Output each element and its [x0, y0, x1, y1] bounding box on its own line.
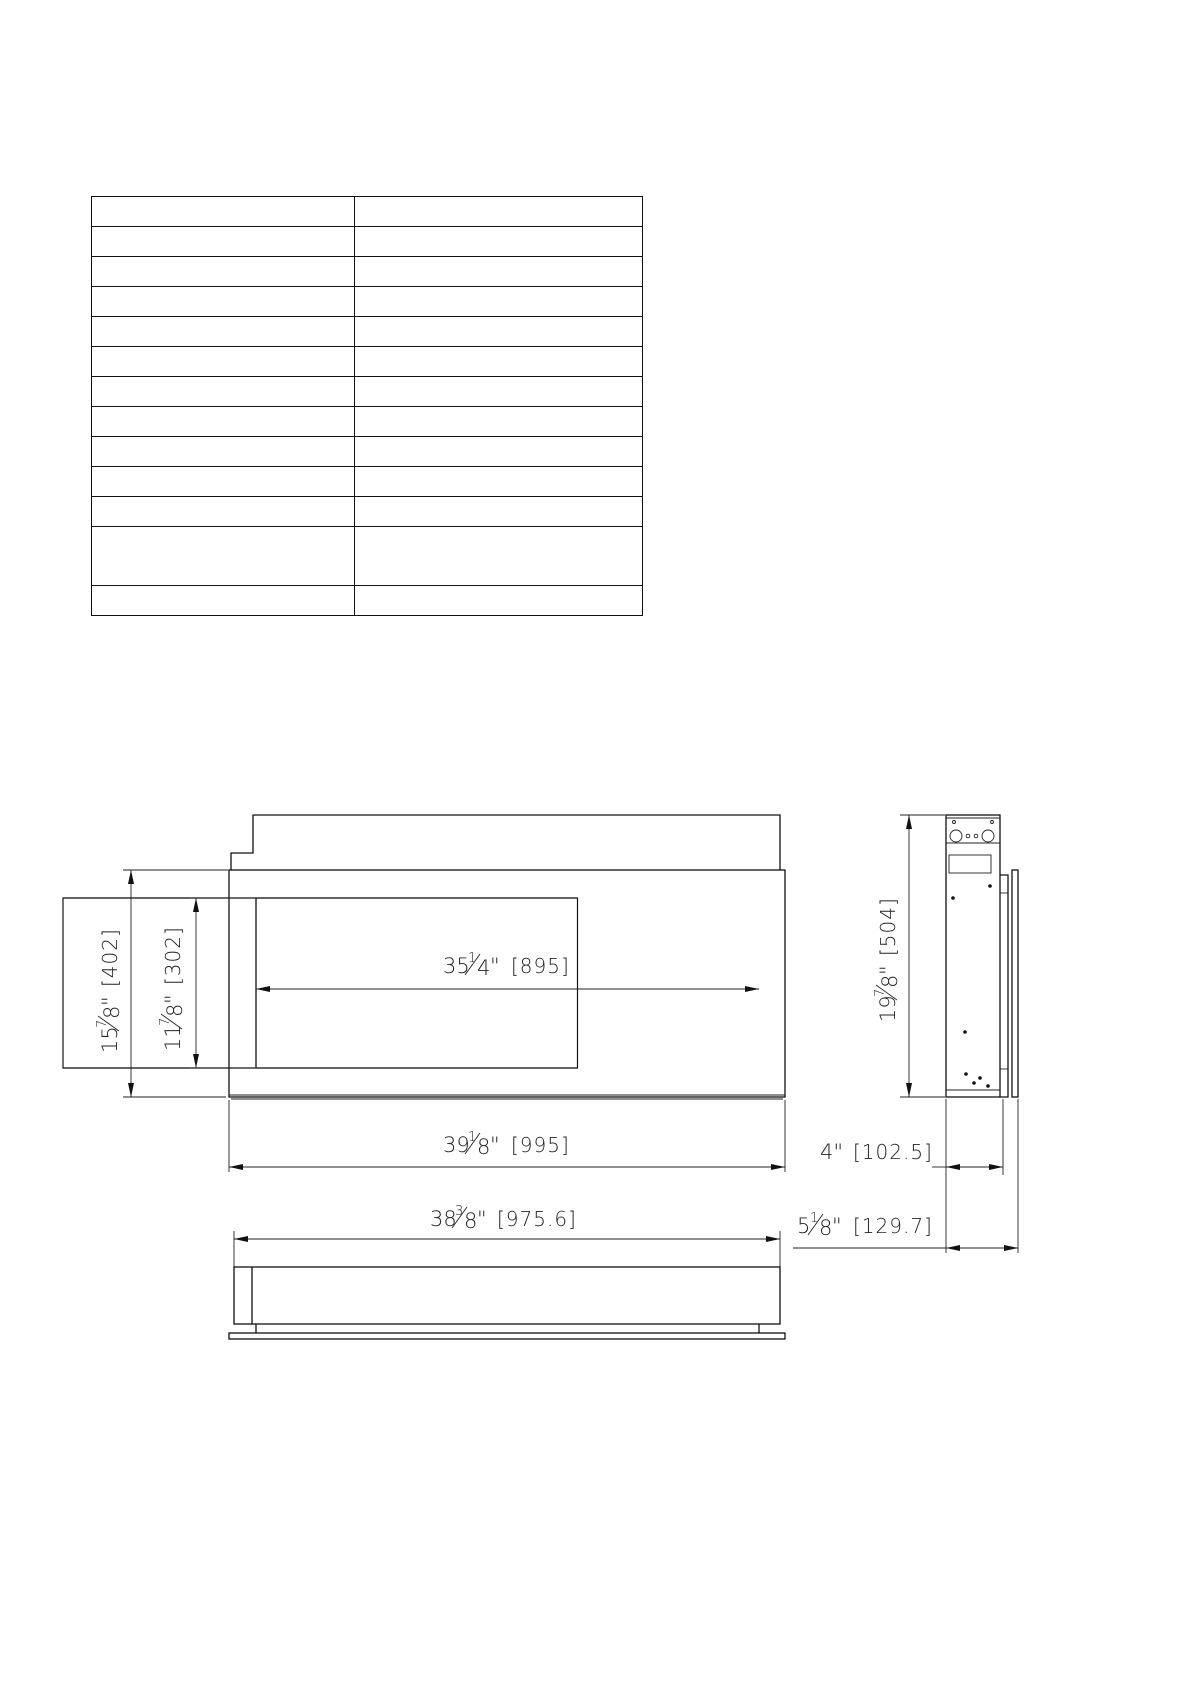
- svg-text:39: 39: [443, 1133, 470, 1157]
- front-frame: [229, 870, 785, 1097]
- svg-text:19: 19: [876, 995, 900, 1022]
- svg-text:8: 8: [819, 1216, 833, 1240]
- side-view: [946, 815, 1018, 1097]
- svg-text:8: 8: [878, 974, 902, 988]
- svg-text:[129.7]: [129.7]: [853, 1214, 933, 1238]
- svg-text:8: 8: [464, 1209, 478, 1233]
- svg-text:35: 35: [443, 954, 470, 978]
- glass-panel: [63, 898, 577, 1068]
- top-housing-outline: [231, 815, 780, 870]
- svg-text:7: 7: [873, 988, 888, 997]
- svg-text:8: 8: [477, 1135, 491, 1159]
- svg-text:7: 7: [158, 1017, 173, 1026]
- svg-text:": ": [832, 1214, 842, 1238]
- svg-text:5: 5: [797, 1214, 811, 1238]
- svg-text:1: 1: [468, 951, 477, 966]
- body-width-label: [430, 1204, 577, 1233]
- svg-text:": ": [98, 996, 122, 1006]
- power-knob: [950, 830, 962, 842]
- svg-text:": ": [477, 1207, 487, 1231]
- front-height-dims: [123, 870, 256, 1097]
- svg-text:1: 1: [468, 1130, 477, 1145]
- svg-text:": ": [490, 1133, 500, 1157]
- svg-text:[302]: [302]: [161, 926, 185, 985]
- glass-height-label: [158, 926, 187, 1051]
- svg-text:1: 1: [810, 1211, 819, 1226]
- svg-text:": ": [161, 994, 185, 1004]
- overall-height-label: [95, 928, 124, 1053]
- svg-text:11: 11: [161, 1024, 185, 1051]
- svg-text:4: 4: [477, 956, 491, 980]
- svg-text:": ": [490, 954, 500, 978]
- side-height-label: [873, 897, 902, 1022]
- svg-text:8: 8: [100, 1005, 124, 1019]
- side-body: [946, 815, 1000, 1097]
- top-flange: [229, 1333, 785, 1339]
- svg-text:15: 15: [98, 1026, 122, 1053]
- svg-text:7: 7: [95, 1019, 110, 1028]
- svg-text:4": 4": [820, 1140, 844, 1164]
- top-view: [229, 1231, 785, 1339]
- svg-text:[402]: [402]: [98, 928, 122, 987]
- top-body: [234, 1267, 780, 1324]
- overall-width-label: [443, 1130, 570, 1159]
- svg-text:": ": [876, 965, 900, 975]
- overall-width-dim: [229, 1100, 785, 1172]
- control-knob: [982, 830, 994, 842]
- svg-text:[102.5]: [102.5]: [853, 1140, 933, 1164]
- svg-text:[975.6]: [975.6]: [497, 1207, 577, 1231]
- side-flange: [1000, 875, 1008, 1097]
- front-trim-profile: [1012, 870, 1018, 1097]
- svg-text:3: 3: [455, 1204, 464, 1219]
- svg-text:[504]: [504]: [876, 897, 900, 956]
- depth-label: [820, 1140, 933, 1164]
- svg-text:[995]: [995]: [511, 1133, 570, 1157]
- overall-depth-label: [797, 1211, 933, 1240]
- side-label-plate: [949, 855, 991, 873]
- side-height-dim: [900, 815, 945, 1097]
- svg-text:[895]: [895]: [511, 954, 570, 978]
- glass-width-label: [443, 951, 570, 980]
- svg-text:8: 8: [163, 1003, 187, 1017]
- svg-text:38: 38: [430, 1207, 457, 1231]
